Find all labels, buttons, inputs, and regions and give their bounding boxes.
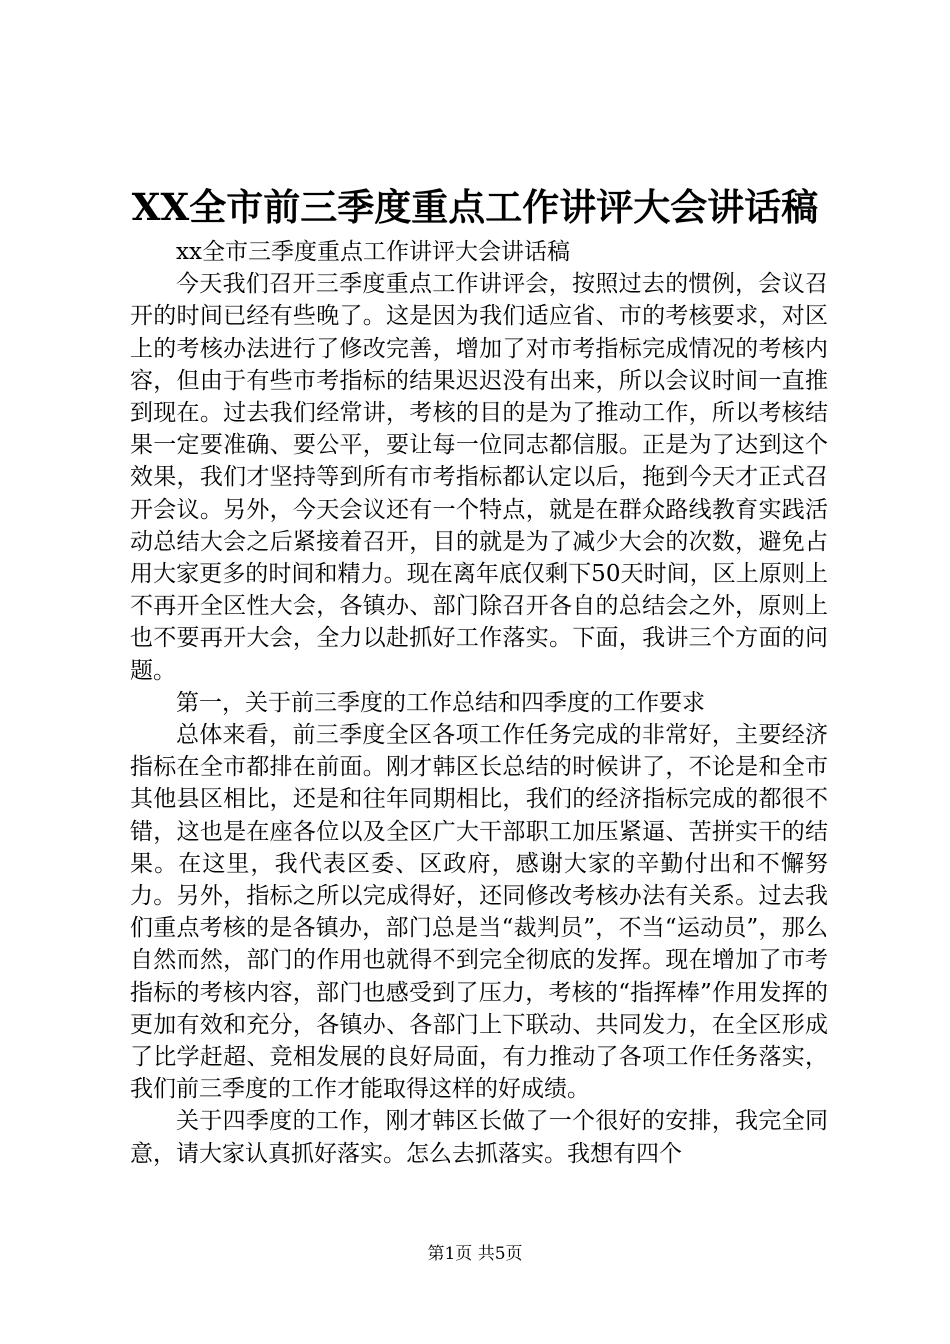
document-body xyxy=(130,236,828,1170)
subtitle-paragraph: xx全市三季度重点工作讲评大会讲话稿 xyxy=(176,239,570,265)
section-heading: 第一，关于前三季度的工作总结和四季度的工作要求 xyxy=(176,689,705,716)
body-paragraph: 总体来看，前三季度全区各项工作任务完成的非常好，主要经济指标在全市都排在前面。刚才韩区长总结的时候讲了，不论是和全市其他县区相比，还是和往年同期相比，我们的经济指标完成的都很不错，这也是在座各位以及全区广大干部职工加压紧逼、苦拼实干的结果。在这里，我代表区委、区政府，感谢大家的辛勤付出和不懈努力。另外，指标之所以完成得好，还同修改考核办法有关系。过去我们重点考核的是各镇办，部门总是当“裁判员”，不当“运动员”，那么自然而然，部门的作用也就得不到完全彻底的发挥。现在增加了市考指标的考核内容，部门也感受到了压力，考核的“指挥棒”作用发挥的更加有效和充分，各镇办、各部门上下联动、共同发力，在全区形成了比学赶超、竞相发展的良好局面，有力推动了各项工作任务落实，我们前三季度的工作才能取得这样的好成绩。 xyxy=(130,722,828,1103)
body-paragraph: 关于四季度的工作，刚才韩区长做了一个很好的安排，我完全同意，请大家认真抓好落实。怎么去抓落实。我想有四个 xyxy=(130,1108,828,1167)
body-paragraph: 今天我们召开三季度重点工作讲评会，按照过去的惯例，会议召开的时间已经有些晚了。这是因为我们适应省、市的考核要求，对区上的考核办法进行了修改完善，增加了对市考指标完成情况的考核内容，但由于有些市考指标的结果迟迟没有出来，所以会议时间一直推到现在。过去我们经常讲，考核的目的是为了推动工作，所以考核结果一定要准确、要公平，要让每一位同志都信服。正是为了达到这个效果，我们才坚持等到所有市考指标都认定以后，拖到今天才正式召开会议。另外，今天会议还有一个特点，就是在群众路线教育实践活动总结大会之后紧接着召开，目的就是为了减少大会的次数，避免占用大家更多的时间和精力。现在离年底仅剩下50天时间，区上原则上不再开全区性大会，各镇办、部门除召开各自的总结会之外，原则上也不要再开大会，全力以赴抓好工作落实。下面，我讲三个方面的问题。 xyxy=(130,271,828,684)
document-title: XX全市前三季度重点工作讲评大会讲话稿 xyxy=(131,185,819,229)
page-number-footer: 第1页 共5页 xyxy=(427,1244,523,1264)
